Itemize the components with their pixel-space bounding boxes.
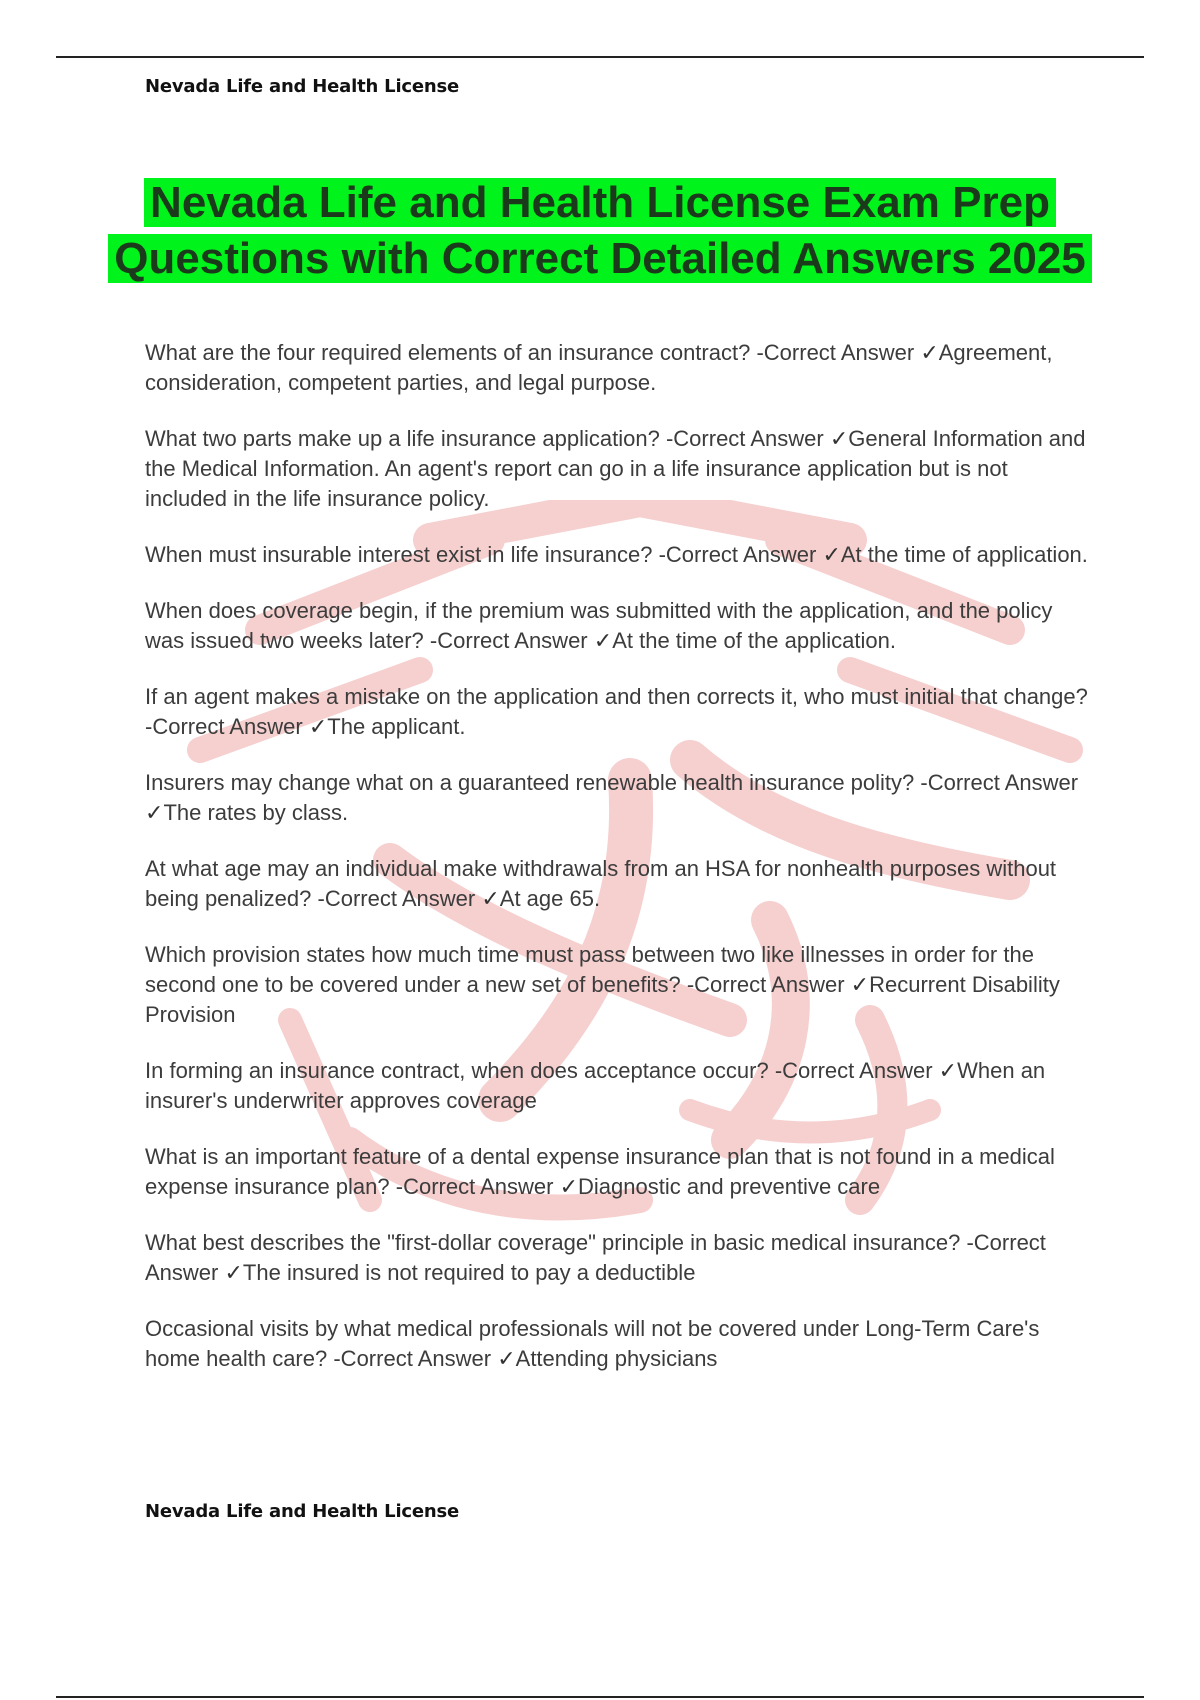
question-text: What is an important feature of a dental expense insurance plan that is not found in a medical expense insurance plan? [145,1144,1055,1199]
check-icon: ✓ [829,426,849,451]
qa-item [145,940,1095,1030]
question-text: What are the four required elements of an insurance contract? [145,340,751,365]
qa-item [145,768,1095,828]
answer-marker: -Correct Answer [920,770,1079,795]
answer-marker: -Correct Answer [145,714,303,739]
answer-text: Recurrent Disability Provision [145,972,1060,1027]
check-icon: ✓ [497,1346,516,1371]
qa-item [145,1228,1095,1288]
question-text: If an agent makes a mistake on the application and then corrects it, who must initial that change? [145,684,1088,709]
running-footer: Nevada Life and Health License [145,1501,460,1522]
qa-item [145,424,1095,514]
check-icon: ✓ [920,340,939,365]
answer-marker: -Correct Answer [756,340,915,365]
document-title-text: Nevada Life and Health License Exam Prep Questions with Correct Detailed Answers 2025 [108,178,1092,283]
qa-item [145,596,1095,656]
check-icon: ✓ [938,1058,958,1083]
answer-text: At the time of application. [840,542,1088,567]
check-icon: ✓ [145,800,164,825]
answer-text: The rates by class. [163,800,349,825]
check-icon: ✓ [308,714,328,739]
qa-item [145,854,1095,914]
answer-text: Diagnostic and preventive care [578,1174,881,1199]
check-icon: ✓ [481,886,500,911]
answer-text: General Information and the Medical Information. An agent's report can go in a life insurance application but is not included in the life insurance policy. [145,426,1086,511]
question-text: Insurers may change what on a guaranteed renewable health insurance polity? [145,770,915,795]
answer-marker: -Correct Answer [686,972,845,997]
qa-item [145,1142,1095,1202]
answer-marker: -Correct Answer [317,886,476,911]
question-text: What two parts make up a life insurance application? [145,426,660,451]
qa-item [145,338,1095,398]
answer-text: At the time of the application. [612,628,896,653]
answer-text: At age 65. [499,886,601,911]
check-icon: ✓ [559,1174,579,1199]
answer-text: The insured is not required to pay a deductible [242,1260,696,1285]
answer-marker: -Correct Answer [395,1174,554,1199]
question-text: Occasional visits by what medical professionals will not be covered under Long-Term Care's home health care? [145,1316,1040,1371]
check-icon: ✓ [593,628,613,653]
answer-marker: -Correct Answer [774,1058,933,1083]
answer-marker: -Correct Answer [429,628,588,653]
answer-text: The applicant. [327,714,466,739]
check-icon: ✓ [822,542,841,567]
running-header: Nevada Life and Health License [145,76,460,97]
question-text: In forming an insurance contract, when does acceptance occur? [145,1058,769,1083]
document-title [100,175,1100,287]
answer-marker: -Correct Answer [333,1346,492,1371]
answer-text: When an insurer's underwriter approves coverage [145,1058,1046,1113]
answer-marker: -Correct Answer [145,1230,1046,1285]
question-text: At what age may an individual make withdrawals from an HSA for nonhealth purposes without being penalized? [145,856,1057,911]
answer-text: Attending physicians [515,1346,718,1371]
qa-list [145,338,1095,1400]
question-text: When must insurable interest exist in life insurance? [145,542,653,567]
question-text: What best describes the "first-dollar coverage" principle in basic medical insurance? [145,1230,961,1255]
bottom-rule [56,1696,1144,1698]
check-icon: ✓ [850,972,870,997]
qa-item [145,682,1095,742]
qa-item [145,1314,1095,1374]
check-icon: ✓ [224,1260,243,1285]
answer-marker: -Correct Answer [665,426,824,451]
qa-item [145,540,1095,570]
answer-text: Agreement, consideration, competent parties, and legal purpose. [145,340,1053,395]
answer-marker: -Correct Answer [658,542,817,567]
question-text: When does coverage begin, if the premium was submitted with the application, and the policy was issued two weeks later? [145,598,1053,653]
question-text: Which provision states how much time must pass between two like illnesses in order for the second one to be covered under a new set of benefits? [145,942,1034,997]
qa-item [145,1056,1095,1116]
top-rule [56,56,1144,58]
